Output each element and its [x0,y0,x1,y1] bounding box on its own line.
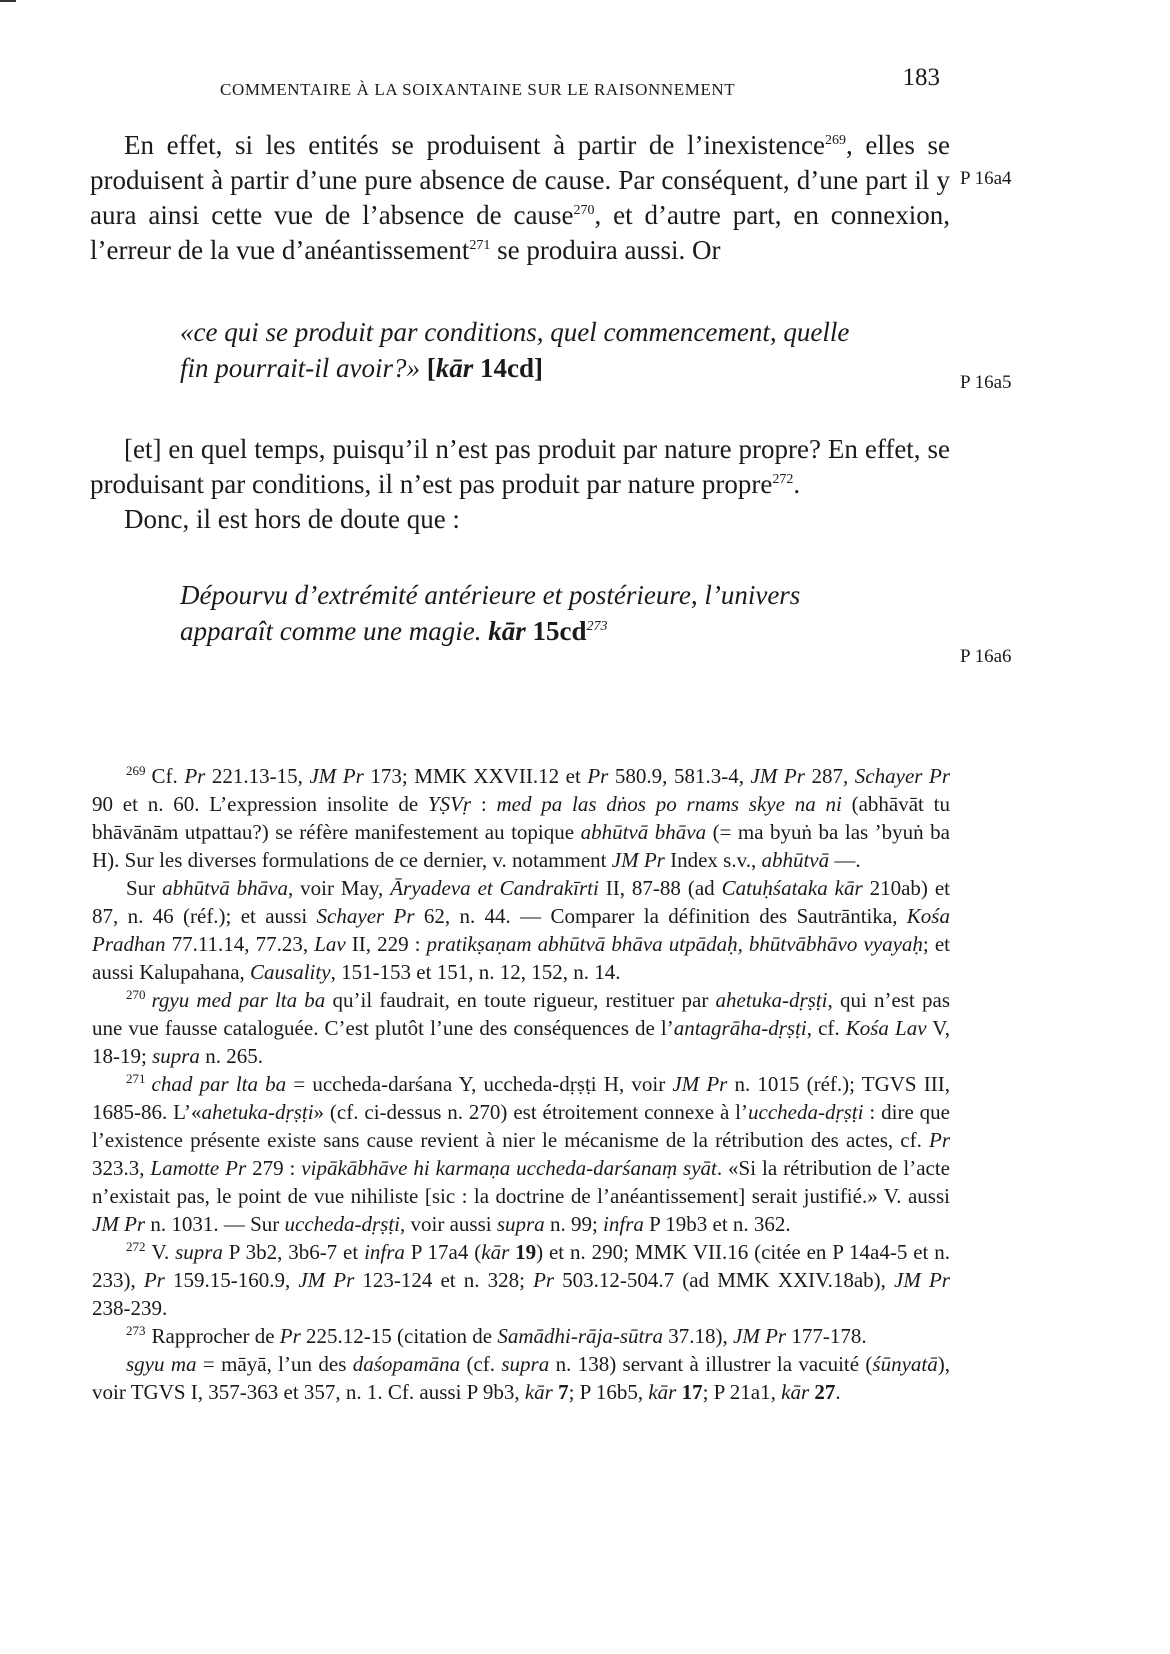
paragraph: [et] en quel temps, puisqu’il n’est pas produit par nature propre? En effet, se produisant par conditions, il n’est pas produit par nature propre$^{272}$. [90,434,950,499]
footnote-269-continued: Sur abhūtvā bhāva, voir May, Āryadeva et Candrakīrti II, 87-88 (ad Catuḥśataka kār 210ab) et 87, n. 46 (réf.); et aussi Schayer Pr 62, n. 44. — Comparer la définition des Sautrāntika, Kośa Pradhan 77.11.14, 77.23, Lav II, 229 : pratikṣaṇam abhūtvā bhāva utpādaḥ, bhūtvābhāvo vyayaḥ; et aussi Kalupahana, Causality, 151-153 et 151, n. 12, 152, n. 14. [92,876,950,984]
footnote-ref[interactable]: 270 [573,203,595,218]
main-text [90,128,950,649]
page-number: 183 [902,64,940,91]
running-title: COMMENTAIRE À LA SOIXANTAINE SUR LE RAISONNEMENT [220,80,736,99]
margin-reference: P 16a6 [960,646,1012,667]
paragraph: En effet, si les entités se produisent à partir de l’inexistence$^{269}$, elles se produisent à partir d’une pure absence de cause. Par conséquent, d’une part il y aura ainsi cette vue de l’absence de cause$^{270}$, et d’autre part, en connexion, l’erreur de la vue d’anéantissement$^{271}$ se produira aussi. Or [90,130,950,265]
footnotes [92,762,950,1406]
scan-mark [0,0,16,6]
footnote-270: $^{270}$ rgyu med par lta ba qu’il faudrait, en toute rigueur, restituer par ahetuka-dṛṣṭi, qui n’est pas une vue fausse cataloguée. C’est plutôt l’une des conséquences de l’antagrāha-dṛṣṭi, cf. Kośa Lav V, 18-19; supra n. 265. [92,987,950,1068]
margin-reference: P 16a4 [960,168,1012,189]
paragraph: Donc, il est hors de doute que : [124,504,460,534]
footnote-ref[interactable]: 269 [824,133,846,148]
margin-reference: P 16a5 [960,372,1012,393]
verse-quote: Dépourvu d’extrémité antérieure et postérieure, l’univers apparaît comme une magie. kār $15cd^{273}$ [180,580,801,646]
footnote-ref[interactable]: 273 [586,619,608,634]
footnote-269: $^{269}$ Cf. Pr 221.13-15, JM Pr 173; MMK XXVII.12 et Pr 580.9, 581.3-4, JM Pr 287, Schayer Pr 90 et n. 60. L’expression insolite de YṢVṛ : med pa las dṅos po rnams skye na ni (abhāvāt tu bhāvānām utpattau?) se réfère manifestement au topique abhūtvā bhāva (= ma byuṅ ba las ’byuṅ ba H). Sur les diverses formulations de ce dernier, v. notamment JM Pr Index s.v., abhūtvā —. [92,763,950,872]
footnote-273: $^{273}$ Rapprocher de Pr 225.12-15 (citation de Samādhi-rāja-sūtra 37.18), JM Pr 177-178. [126,1323,867,1348]
footnote-ref[interactable]: 271 [469,238,491,253]
footnote-273-continued: sgyu ma = māyā, l’un des daśopamāna (cf. supra n. 138) servant à illustrer la vacuité (śūnyatā), voir TGVS I, 357-363 et 357, n. 1. Cf. aussi P 9b3, kār 7; P 16b5, kār 17; P 21a1, kār 27. [92,1352,950,1404]
footnote-272: $^{272}$ V. supra P 3b2, 3b6-7 et infra P 17a4 (kār 19) et n. 290; MMK VII.16 (citée en P 14a4-5 et n. 233), Pr 159.15-160.9, JM Pr 123-124 et n. 328; Pr 503.12-504.7 (ad MMK XXIV.18ab), JM Pr 238-239. [92,1239,950,1320]
page-header [220,62,940,102]
footnote-ref[interactable]: 272 [772,472,794,487]
verse-quote: «ce qui se produit par conditions, quel commencement, quelle fin pourrait-il avoir?» [kār 14cd] [180,317,850,383]
footnote-271: $^{271}$ chad par lta ba = uccheda-darśana Y, uccheda-dṛṣṭi H, voir JM Pr n. 1015 (réf.); TGVS III, 1685-86. L’«ahetuka-dṛṣṭi» (cf. ci-dessus n. 270) est étroitement connexe à l’uccheda-dṛṣṭi : dire que l’existence présente existe sans cause revient à nier le mécanisme de la rétribution des actes, cf. Pr 323.3, Lamotte Pr 279 : vipākābhāve hi karmaṇa uccheda-darśanaṃ syāt. «Si la rétribution de l’acte n’existait pas, le point de vue nihiliste [sic : la doctrine de l’anéantissement] serait justifié.» V. aussi JM Pr n. 1031. — Sur uccheda-dṛṣṭi, voir aussi supra n. 99; infra P 19b3 et n. 362. [92,1071,951,1236]
